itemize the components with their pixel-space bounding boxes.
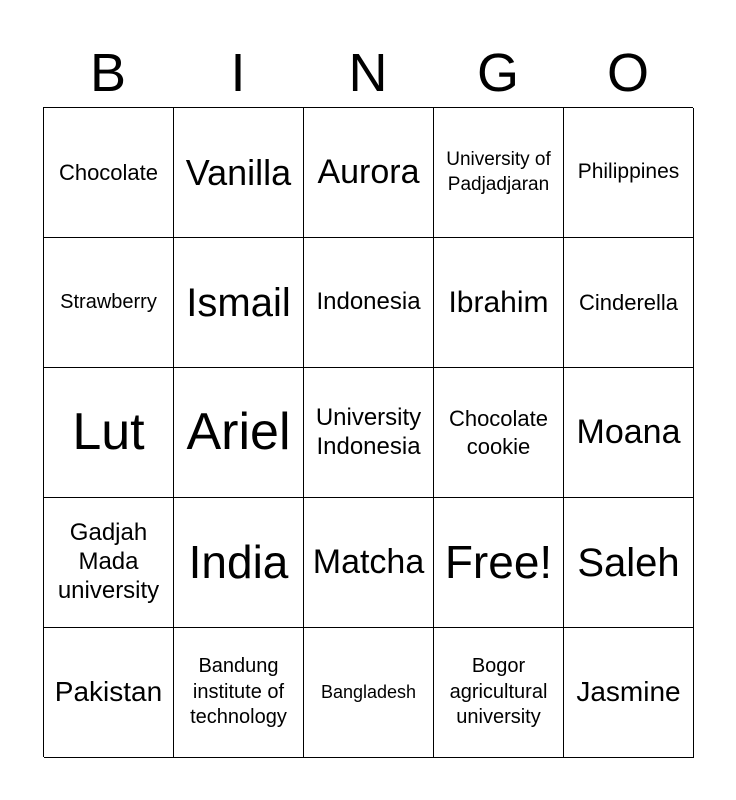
bingo-cell[interactable]: Ariel <box>174 368 304 498</box>
bingo-cell[interactable]: Saleh <box>564 498 694 628</box>
bingo-cell[interactable]: Moana <box>564 368 694 498</box>
bingo-header <box>43 38 693 108</box>
bingo-cell[interactable]: Bangladesh <box>304 628 434 758</box>
bingo-cell[interactable]: Pakistan <box>44 628 174 758</box>
bingo-cell[interactable]: Aurora <box>304 108 434 238</box>
bingo-board <box>43 107 693 757</box>
bingo-cell[interactable]: Cinderella <box>564 238 694 368</box>
bingo-cell[interactable]: University of Padjadjaran <box>434 108 564 238</box>
bingo-cell[interactable]: Bogor agricultural university <box>434 628 564 758</box>
bingo-cell[interactable]: Indonesia <box>304 238 434 368</box>
free-space-cell[interactable]: Free! <box>434 498 564 628</box>
header-letter-g: G <box>476 43 519 103</box>
bingo-cell[interactable]: Gadjah Mada university <box>44 498 174 628</box>
bingo-cell[interactable]: India <box>174 498 304 628</box>
bingo-cell[interactable]: Chocolate <box>44 108 174 238</box>
bingo-cell[interactable]: Chocolate cookie <box>434 368 564 498</box>
bingo-cell[interactable]: Vanilla <box>174 108 304 238</box>
bingo-cell[interactable]: Strawberry <box>44 238 174 368</box>
header-letter-i: I <box>230 43 246 103</box>
bingo-cell[interactable]: Ibrahim <box>434 238 564 368</box>
bingo-cell[interactable]: University Indonesia <box>304 368 434 498</box>
bingo-cell[interactable]: Matcha <box>304 498 434 628</box>
bingo-cell[interactable]: Bandung institute of technology <box>174 628 304 758</box>
header-letter-b: B <box>89 43 127 103</box>
bingo-cell[interactable]: Philippines <box>564 108 694 238</box>
bingo-cell[interactable]: Jasmine <box>564 628 694 758</box>
header-letter-n: N <box>348 43 388 103</box>
bingo-cell[interactable]: Lut <box>44 368 174 498</box>
header-letter-o: O <box>606 43 649 103</box>
bingo-cell[interactable]: Ismail <box>174 238 304 368</box>
